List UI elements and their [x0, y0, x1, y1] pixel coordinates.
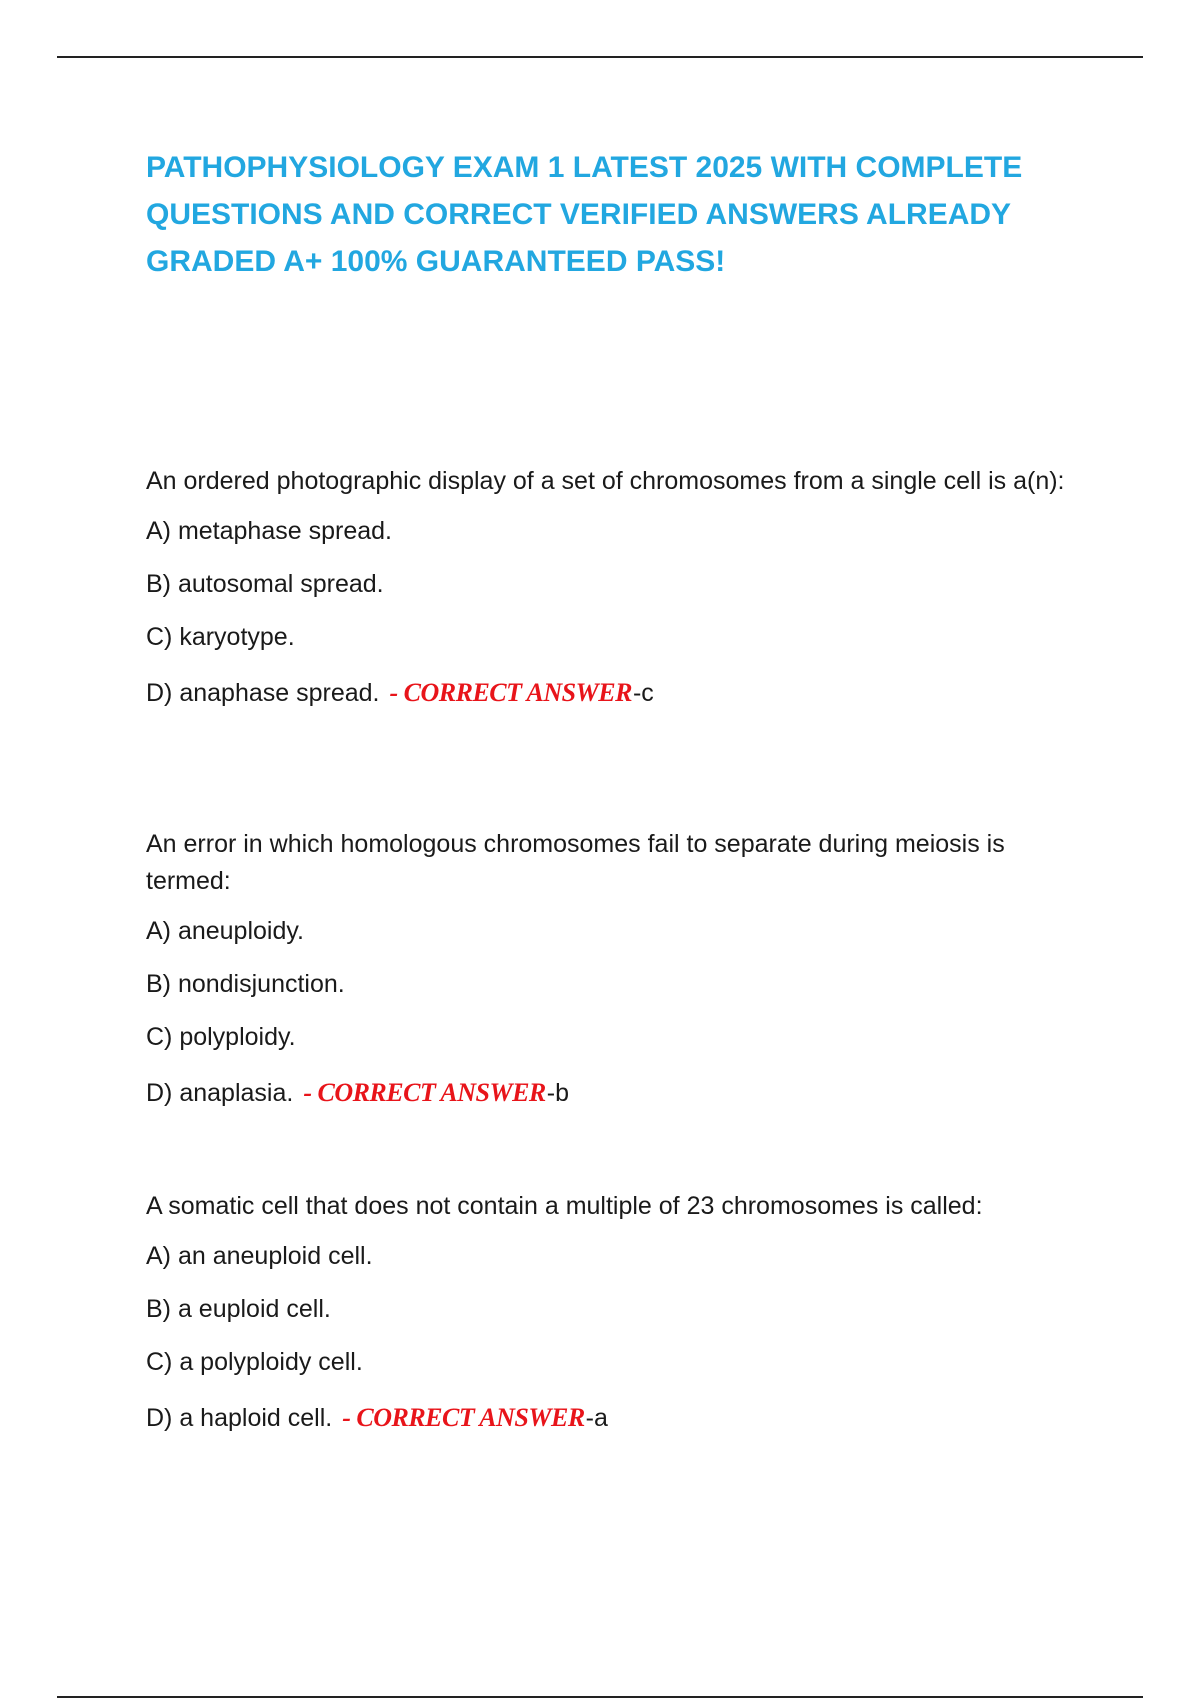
question-text: An error in which homologous chromosomes fail to separate during meiosis is termed: — [146, 830, 1005, 895]
question-text: A somatic cell that does not contain a multiple of 23 chromosomes is called: — [146, 1192, 983, 1220]
correct-answer-label: - CORRECT ANSWER — [303, 1078, 546, 1107]
option-c: C) a polyploidy cell. — [146, 1348, 363, 1376]
document-title: PATHOPHYSIOLOGY EXAM 1 LATEST 2025 WITH COMPLETE QUESTIONS AND CORRECT VERIFIED ANSWERS ALREADY GRADED A+ 100% GUARANTEED PASS! — [146, 151, 1023, 278]
correct-answer-label: - CORRECT ANSWER — [342, 1403, 585, 1432]
option-b: B) nondisjunction. — [146, 970, 345, 998]
option-c: C) polyploidy. — [146, 1023, 296, 1051]
option-c: C) karyotype. — [146, 623, 295, 651]
option-a: A) aneuploidy. — [146, 917, 304, 945]
option-d-line — [146, 1078, 1066, 1108]
correct-answer-value: -b — [546, 1079, 569, 1107]
option-d-line — [146, 678, 1066, 708]
question-block-3 — [146, 1188, 1066, 1433]
option-d: D) anaphase spread. — [146, 679, 380, 707]
option-d: D) anaplasia. — [146, 1079, 294, 1107]
option-b: B) autosomal spread. — [146, 570, 384, 598]
question-block-2 — [146, 826, 1066, 1108]
correct-answer-value: -a — [585, 1404, 608, 1432]
top-divider — [57, 56, 1143, 58]
question-text: An ordered photographic display of a set of chromosomes from a single cell is a(n): — [146, 467, 1065, 495]
option-a: A) an aneuploid cell. — [146, 1242, 373, 1270]
bottom-divider — [57, 1696, 1143, 1698]
option-b: B) a euploid cell. — [146, 1295, 331, 1323]
question-block-1 — [146, 463, 1066, 708]
option-d-line — [146, 1403, 1066, 1433]
correct-answer-label: - CORRECT ANSWER — [389, 678, 632, 707]
option-a: A) metaphase spread. — [146, 517, 392, 545]
option-d: D) a haploid cell. — [146, 1404, 333, 1432]
correct-answer-value: -c — [632, 679, 654, 707]
